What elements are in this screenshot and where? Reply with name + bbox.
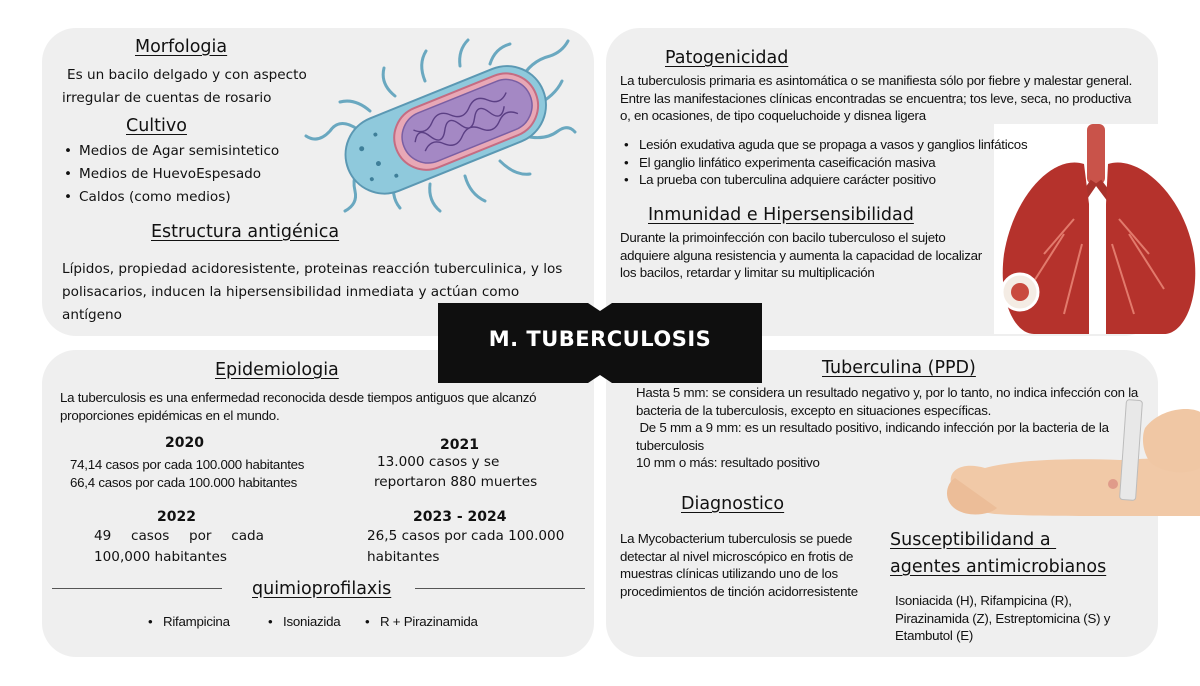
quimioprofilaxis-item: [365, 613, 478, 631]
list-item: • Lesión exudativa aguda que se propaga a vasos y ganglios linfáticos: [624, 136, 1027, 154]
inmunidad-text: Durante la primoinfección con bacilo tuberculoso el sujeto adquiere alguna resistencia y aumenta la capacidad de localizar los bacilos, retardar y limitar su multiplicación: [620, 230, 982, 280]
year-2023-2024: 2023 - 2024: [413, 509, 507, 525]
list-item: • Caldos (como medios): [64, 186, 279, 209]
epidemiologia-heading: Epidemiologia: [215, 360, 339, 380]
year-2022: 2022: [157, 509, 196, 525]
morfologia-heading: Morfologia: [135, 37, 228, 57]
quimioprofilaxis-heading: quimioprofilaxis: [252, 579, 392, 599]
quimioprofilaxis-item: [148, 613, 230, 631]
list-item: • Medios de Agar semisintetico: [64, 140, 279, 163]
list-item: • Rifampicina: [148, 613, 230, 631]
susceptibilidad-heading: Susceptibilidand a: [890, 530, 1057, 550]
divider-right: [415, 588, 585, 589]
patogenicidad-heading: Patogenicidad: [665, 48, 789, 68]
stat-2022-line2: 100,000 habitantes: [94, 549, 227, 565]
cultivo-heading: Cultivo: [126, 116, 187, 136]
tuberculina-line: 10 mm o más: resultado positivo: [636, 455, 820, 470]
stat-2022-line1: [94, 525, 264, 548]
list-item: • Medios de HuevoEspesado: [64, 163, 279, 186]
stat-2022-word: casos: [131, 528, 170, 544]
stat-2021-line1: 13.000 casos y se: [377, 454, 500, 470]
list-item: • Isoniazida: [268, 613, 340, 631]
list-item: • La prueba con tuberculina adquiere carácter positivo: [624, 171, 1027, 189]
stat-2020-line1: 74,14 casos por cada 100.000 habitantes: [70, 457, 305, 472]
cultivo-list: [64, 140, 279, 209]
quimioprofilaxis-item: [268, 613, 340, 631]
year-2020: 2020: [165, 435, 204, 451]
inmunidad-heading: Inmunidad e Hipersensibilidad: [648, 205, 914, 225]
patogenicidad-text: La tuberculosis primaria es asintomática o se manifiesta sólo por fiebre y malestar general. Entre las manifestaciones clínicas encontradas se encuentra; tos leve, seca, no productiva o, en ocasiones, de tipo coqueluchoide y disnea ligera: [620, 73, 1133, 123]
year-2021: 2021: [440, 437, 479, 453]
bacterium-illustration: [300, 36, 580, 216]
stat-2020-line2: 66,4 casos por cada 100.000 habitantes: [70, 475, 298, 490]
tuberculina-text: [636, 384, 1146, 472]
tuberculina-heading: Tuberculina (PPD): [822, 358, 976, 378]
page-title: M. TUBERCULOSIS: [488, 327, 712, 351]
diagnostico-heading: Diagnostico: [681, 494, 785, 514]
tuberculina-line: De 5 mm a 9 mm: es un resultado positivo, indicando infección por la bacteria de la tuberculosis: [636, 420, 1113, 453]
divider-left: [52, 588, 222, 589]
list-item: • El ganglio linfático experimenta caseificación masiva: [624, 154, 1027, 172]
estructura-heading: Estructura antigénica: [151, 222, 340, 242]
stat-2022-word: por: [188, 528, 212, 544]
susceptibilidad-text: Isoniacida (H), Rifampicina (R), Pirazinamida (Z), Estreptomicina (S) y Etambutol (E): [895, 593, 1111, 643]
susceptibilidad-heading-2: agentes antimicrobianos: [890, 557, 1107, 577]
stat-2022-word: cada: [231, 528, 264, 544]
tuberculina-line: Hasta 5 mm: se considera un resultado negativo y, por lo tanto, no indica infección con la bacteria de la tuberculosis, excepto en situaciones específicas.: [636, 385, 1139, 418]
patogenicidad-list: [624, 136, 1027, 189]
diagnostico-text: La Mycobacterium tuberculosis se puede detectar al nivel microscópico en frotis de muestras clínicas utilizando uno de los procedimientos de tinción acidorresistente: [620, 531, 858, 599]
stat-2022-word: 49: [94, 528, 112, 544]
estructura-text: Lípidos, propiedad acidoresistente, proteinas reacción tuberculinica, y los polisacarios, inducen la hipersensibilidad inmediata y actúan como antígeno: [62, 261, 563, 323]
morfologia-text: Es un bacilo delgado y con aspecto irregular de cuentas de rosario: [62, 67, 307, 106]
stat-2023-line2: habitantes: [367, 549, 440, 565]
epidemiologia-text: La tuberculosis es una enfermedad reconocida desde tiempos antiguos que alcanzó proporciones epidémicas en el mundo.: [60, 390, 537, 423]
list-item: • R + Pirazinamida: [365, 613, 478, 631]
stat-2021-line2: reportaron 880 muertes: [374, 474, 538, 490]
stat-2023-line1: 26,5 casos por cada 100.000: [367, 528, 565, 544]
